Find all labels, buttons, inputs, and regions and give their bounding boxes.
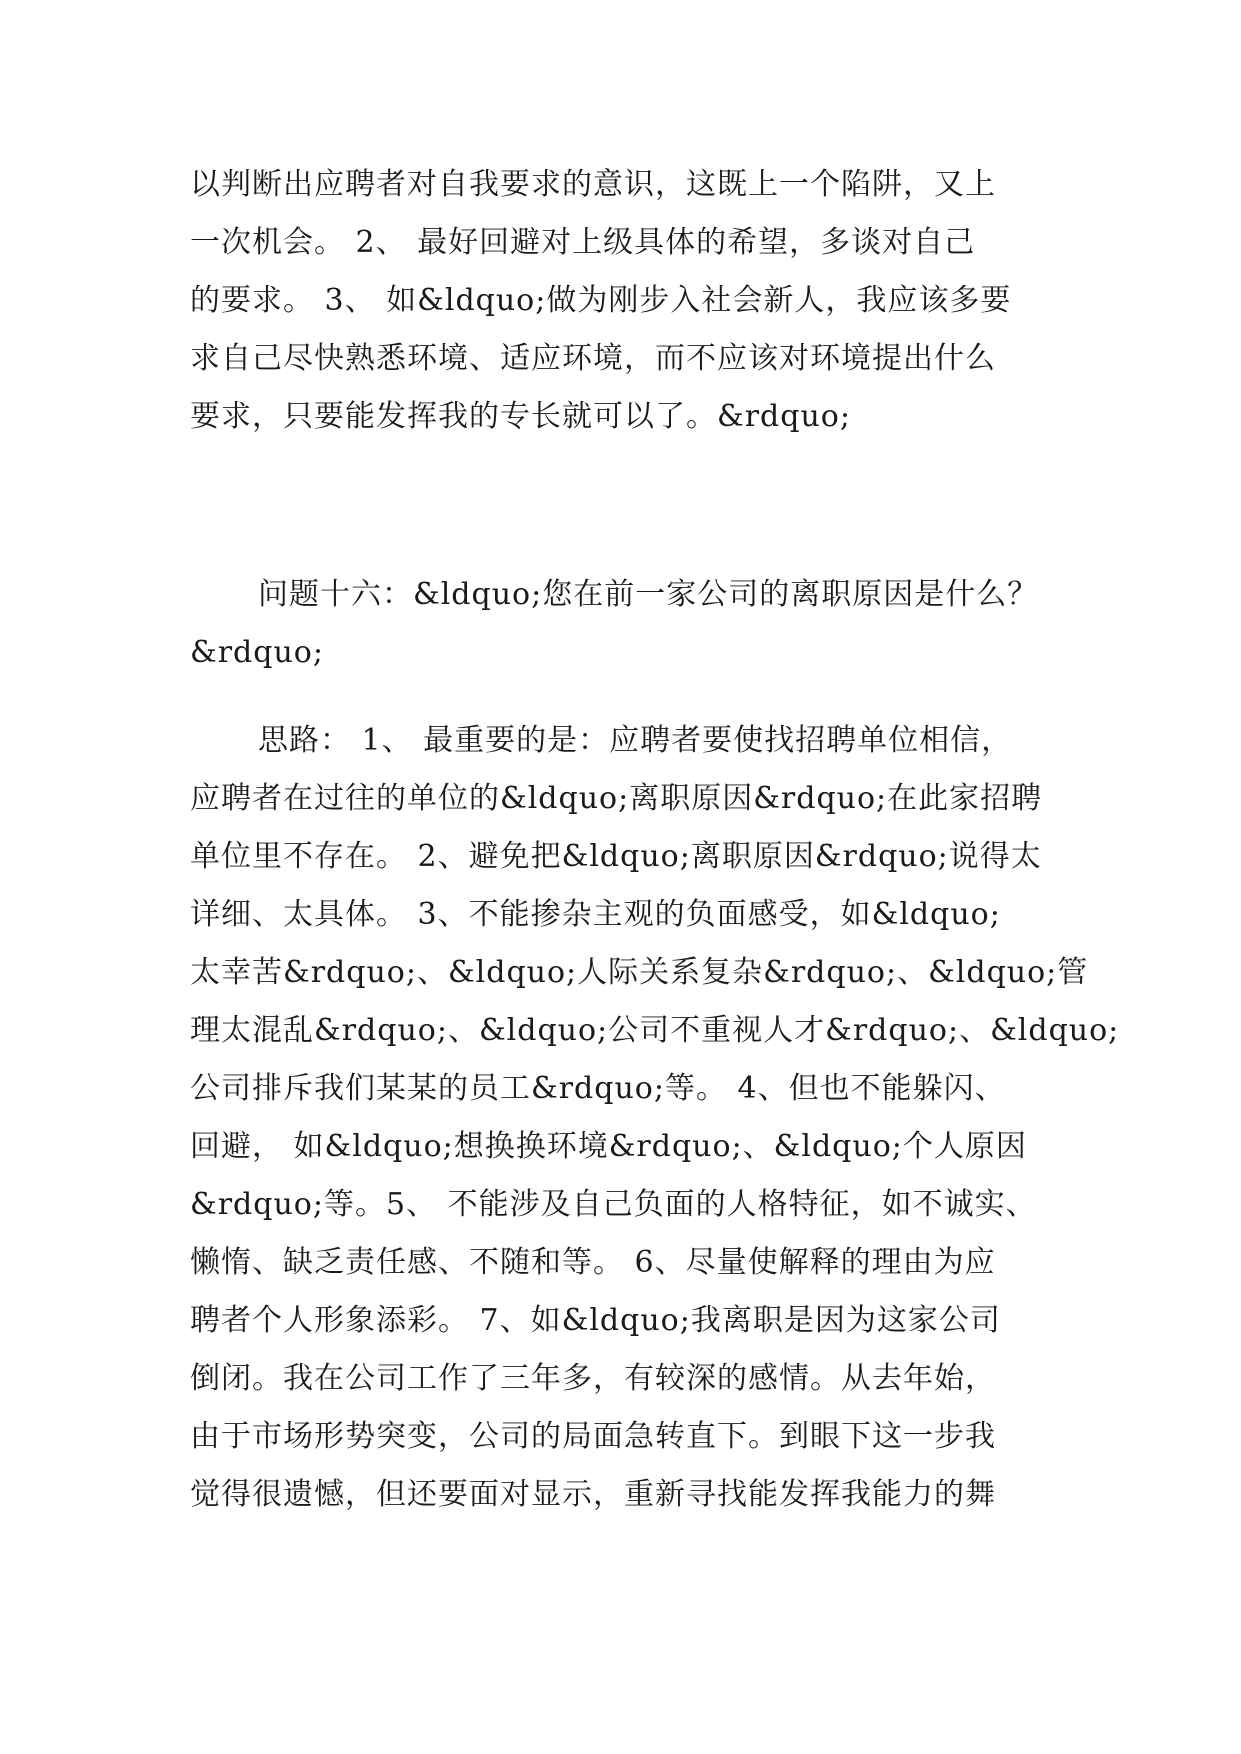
text-line: &rdquo; [190, 635, 324, 670]
text-line: 太幸苦&rdquo;、&ldquo;人际关系复杂&rdquo;、&ldquo;管 [190, 955, 1089, 990]
approach-heading: 思路： 1、 最重要的是：应聘者要使找招聘单位相信， [258, 723, 1013, 758]
text-line: 以判断出应聘者对自我要求的意识，这既上一个陷阱，又上 [190, 167, 996, 202]
text-line: 要求，只要能发挥我的专长就可以了。&rdquo; [190, 399, 851, 434]
text-line: 一次机会。 2、 最好回避对上级具体的希望，多谈对自己 [190, 225, 976, 260]
text-line: 倒闭。我在公司工作了三年多，有较深的感情。从去年始， [190, 1361, 996, 1396]
text-line: 单位里不存在。 2、避免把&ldquo;离职原因&rdquo;说得太 [190, 839, 1042, 874]
text-line: 详细、太具体。 3、不能掺杂主观的负面感受，如&ldquo; [190, 897, 1001, 932]
text-line: 觉得很遗憾，但还要面对显示，重新寻找能发挥我能力的舞 [190, 1477, 996, 1512]
text-line: 公司排斥我们某某的员工&rdquo;等。 4、但也不能躲闪、 [190, 1071, 1006, 1106]
text-line: 理太混乱&rdquo;、&ldquo;公司不重视人才&rdquo;、&ldquo; [190, 1013, 1120, 1048]
text-line: 的要求。 3、 如&ldquo;做为刚步入社会新人，我应该多要 [190, 283, 1012, 318]
paragraph-answer-continuation [190, 156, 1070, 446]
text-line: 由于市场形势突变，公司的局面急转直下。到眼下这一步我 [190, 1419, 996, 1454]
text-line: 聘者个人形象添彩。 7、如&ldquo;我离职是因为这家公司 [190, 1303, 1001, 1338]
question-heading: 问题十六：&ldquo;您在前一家公司的离职原因是什么？ [258, 577, 1039, 612]
text-line: &rdquo;等。5、 不能涉及自己负面的人格特征，如不诚实、 [190, 1187, 1037, 1222]
paragraph-approach [190, 712, 1120, 1524]
text-line: 求自己尽快熟悉环境、适应环境，而不应该对环境提出什么 [190, 341, 996, 376]
text-line: 应聘者在过往的单位的&ldquo;离职原因&rdquo;在此家招聘 [190, 781, 1043, 816]
text-line: 懒惰、缺乏责任感、不随和等。 6、尽量使解释的理由为应 [190, 1245, 996, 1280]
text-line: 回避， 如&ldquo;想换换环境&rdquo;、&ldquo;个人原因 [190, 1129, 1027, 1164]
paragraph-question-16 [190, 566, 1070, 682]
